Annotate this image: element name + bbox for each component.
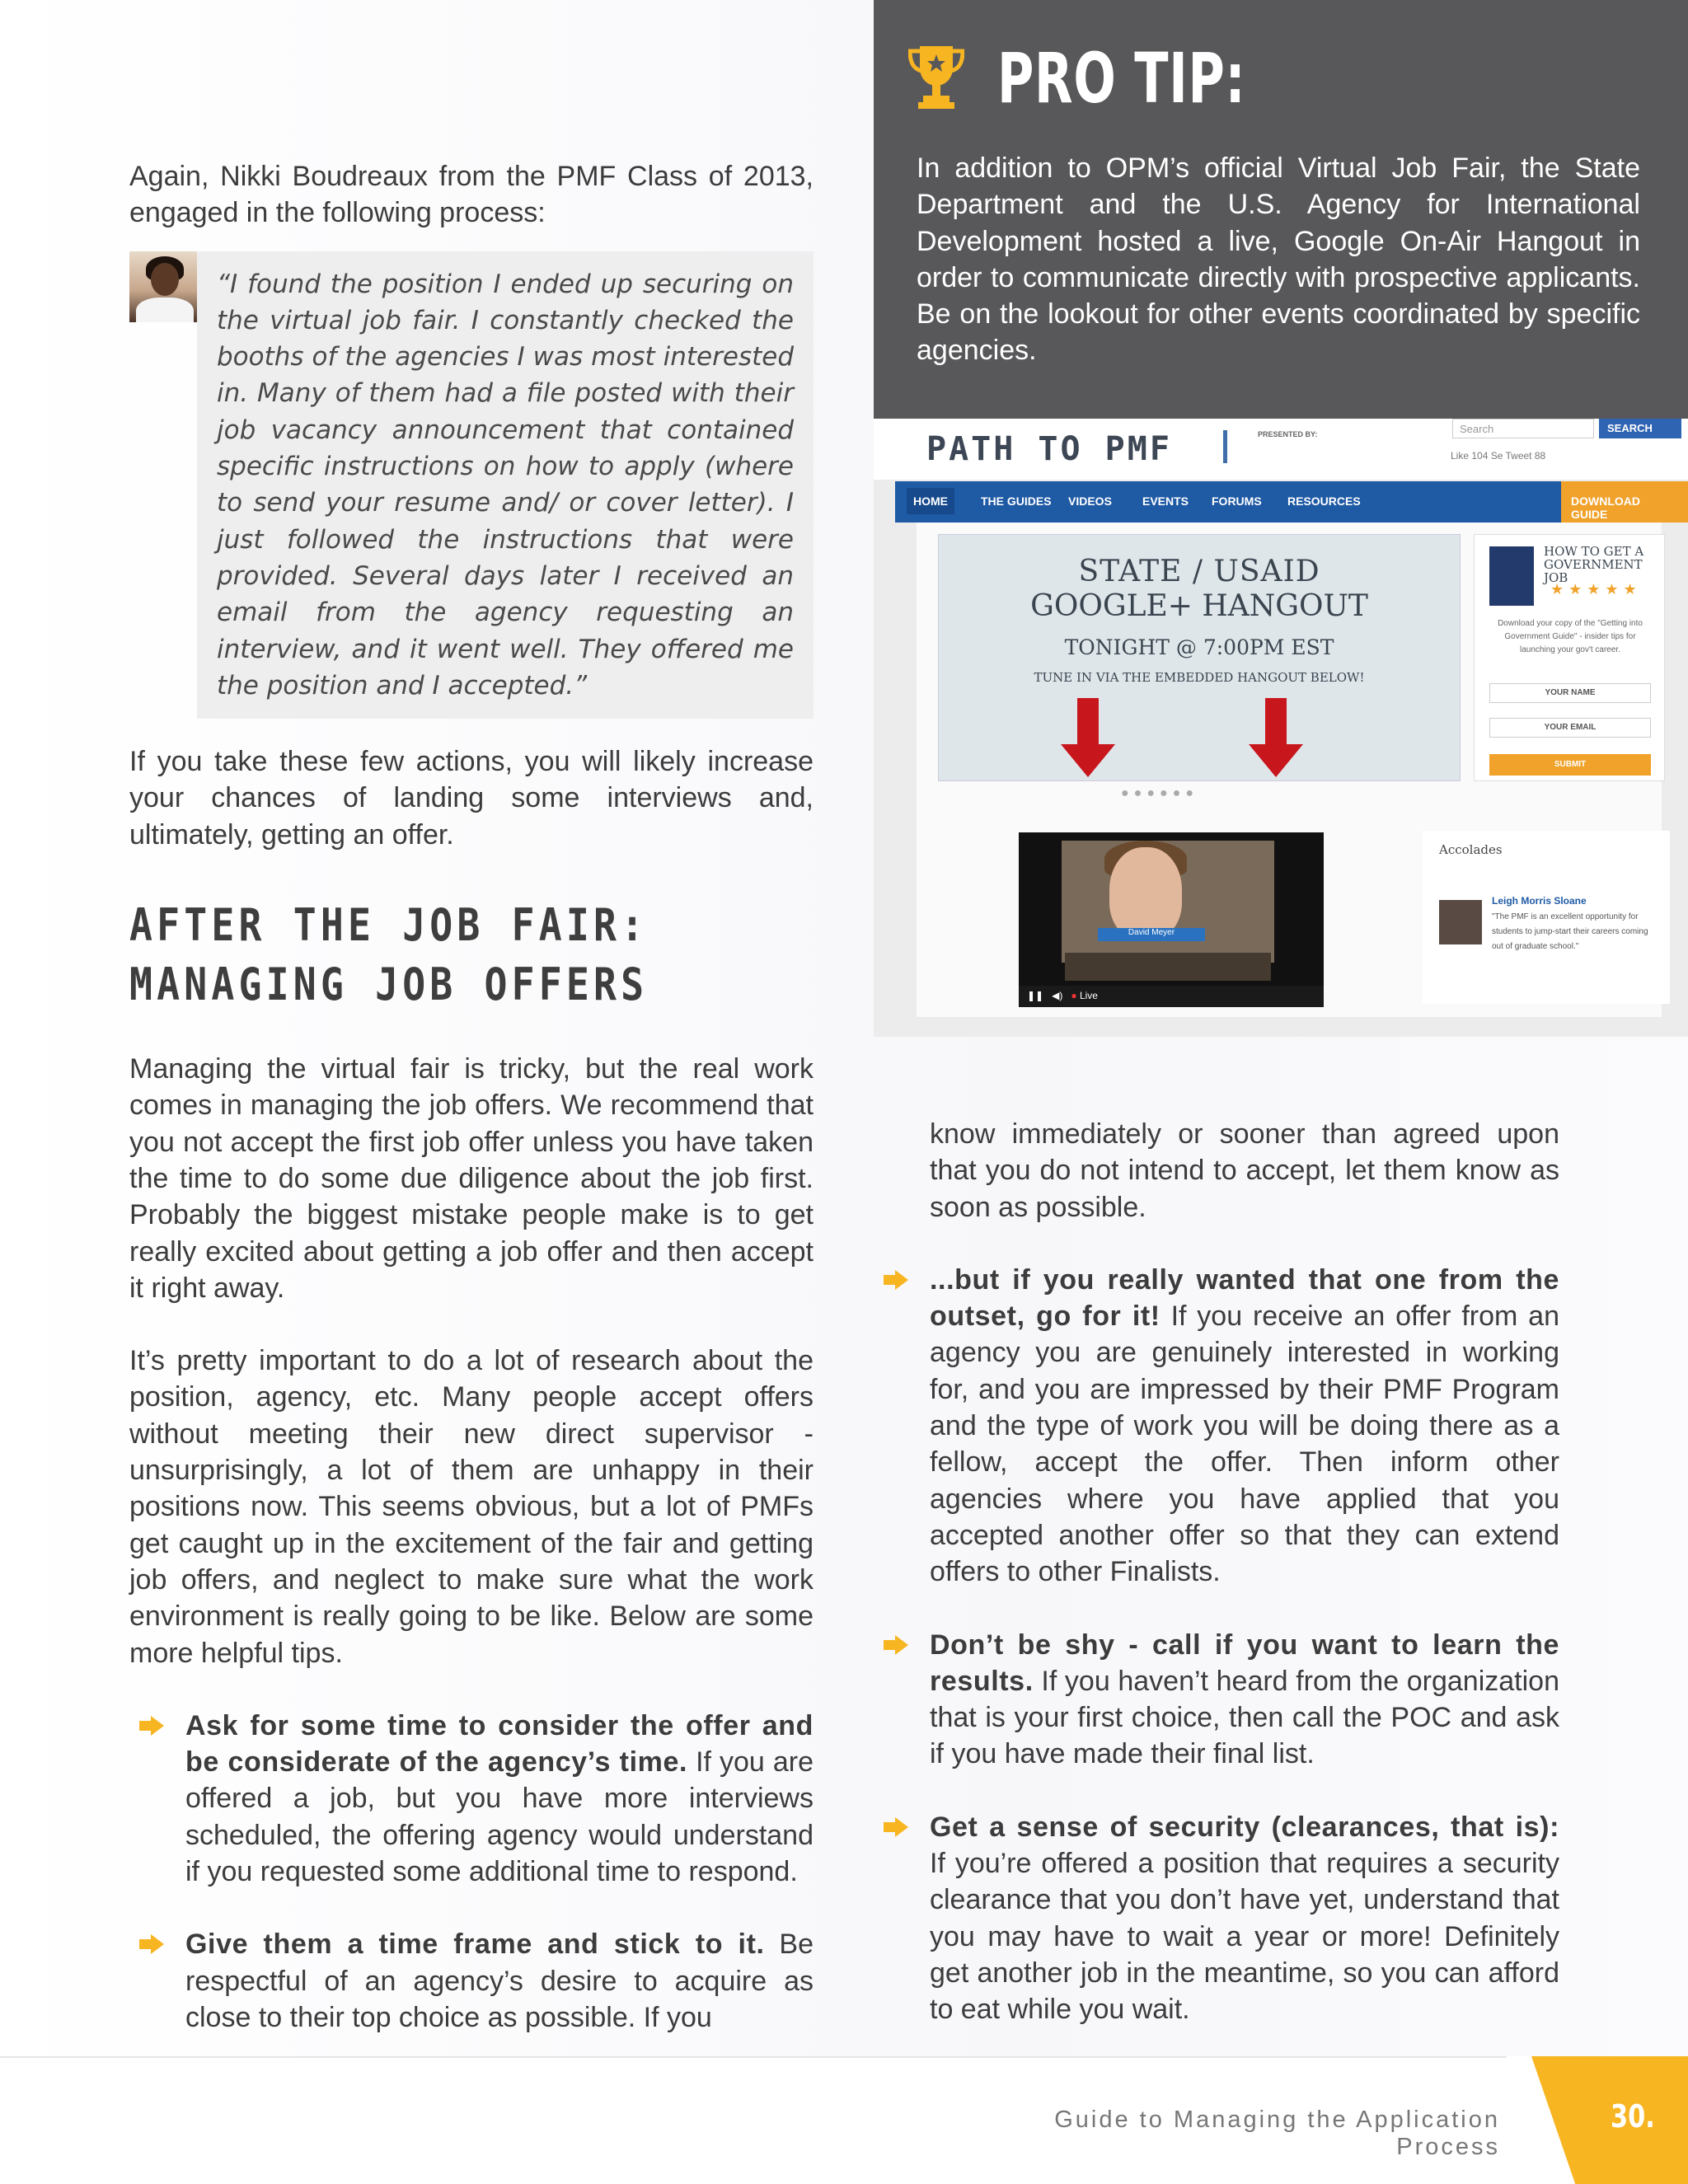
- tip-bold: Ask for some time to consider the offer and be considerate of the agency’s time.: [185, 1709, 814, 1779]
- banner-line-1: STATE / USAID: [1078, 555, 1320, 588]
- site-search-input: Search: [1452, 419, 1594, 438]
- paragraph-research: It’s pretty important to do a lot of research about the position, agency, etc. Many people accept offers without meeting their new direct supervisor - unsurprisingly, a lot of them are unhappy in their positions now. This seems obvious, but a lot of PMFs get caught up in the excitement of the fair and getting job offers, and neglect to make sure what the work environment is really going to be like. Below are some more helpful tips.: [129, 1345, 814, 1669]
- banner-line-3: TONIGHT @ 7:00PM EST: [1064, 635, 1334, 659]
- after-quote-paragraph: If you take these few actions, you will likely increase your chances of landing some interviews and, ultimately, getting an offer.: [129, 746, 814, 851]
- pro-tip-text: In addition to OPM’s official Virtual Job Fair, the State Department and the U.S. Agency for International Development hosted a live, Google On-Air Hangout in order to communicate directly with prospective applicants. Be on the lookout for other events coordinated by specific agencies.: [917, 152, 1640, 367]
- nav-item-home: HOME: [907, 488, 954, 514]
- logo-divider: [1223, 430, 1227, 463]
- intro-paragraph: Again, Nikki Boudreaux from the PMF Class of 2013, engaged in the following process:: [129, 161, 814, 229]
- site-search-button: SEARCH: [1599, 419, 1681, 438]
- tip-item: [129, 1708, 814, 1890]
- arrow-bullet-icon: [884, 1635, 908, 1655]
- page-number-tab: [1531, 2056, 1688, 2184]
- hangout-video: [1019, 832, 1324, 1007]
- arrow-bullet-icon: [884, 1270, 908, 1290]
- arrow-bullet-icon: [884, 1817, 908, 1837]
- rating-stars: ★★★★★: [1550, 581, 1642, 598]
- social-counts: Like 104 Se Tweet 88: [1451, 450, 1546, 462]
- guide-description: Download your copy of the "Getting into Government Guide" - insider tips for launching your gov't career.: [1498, 619, 1643, 654]
- testimonial-avatar: [129, 251, 197, 322]
- footer-divider: [0, 2056, 1507, 2058]
- testimonial-quote: [197, 251, 814, 719]
- continuation-paragraph: know immediately or sooner than agreed upon that you do not intend to accept, let them know as soon as possible.: [930, 1118, 1559, 1223]
- presented-by-label: PRESENTED BY:: [1258, 430, 1318, 438]
- left-column: [129, 158, 814, 2072]
- nav-item-videos: VIDEOS: [1068, 494, 1112, 508]
- hangout-banner: [938, 534, 1461, 781]
- accolades-title: Accolades: [1439, 842, 1503, 857]
- nav-item-guides: THE GUIDES: [981, 494, 1052, 508]
- footer-title: Guide to Managing the Application Process: [1054, 2107, 1500, 2160]
- carousel-dots: ●●●●●●: [1121, 786, 1198, 800]
- tip-item: [930, 1262, 1559, 1591]
- right-column: [930, 1116, 1559, 2064]
- section-heading: AFTER THE JOB FAIR: MANAGING JOB OFFERS: [129, 899, 649, 1011]
- tip-bold: Get a sense of security (clearances, that is):: [930, 1811, 1559, 1843]
- page-number: 30.: [1611, 2098, 1655, 2135]
- down-arrow-icon: [1061, 698, 1115, 777]
- tip-bold: Don’t be shy - call if you want to learn the results.: [930, 1629, 1559, 1697]
- tip-text: If you are offered a job, but you have more interviews scheduled, the offering agency would understand if you requested some additional time to respond.: [185, 1746, 814, 1887]
- tip-text: Be respectful of an agency’s desire to acquire as close to their top choice as possible. If you: [185, 1929, 814, 2033]
- website-screenshot: [874, 419, 1688, 1037]
- submit-button: SUBMIT: [1489, 754, 1651, 776]
- participant-thumbnails: [1065, 953, 1271, 981]
- guide-title: HOW TO GET A GOVERNMENT JOB: [1544, 544, 1644, 585]
- nav-download-guide: DOWNLOAD GUIDE: [1561, 481, 1688, 523]
- tip-text: If you haven’t heard from the organization that is your first choice, then call the POC and ask if you have made their final list.: [930, 1665, 1559, 1770]
- tip-text: If you’re offered a position that requires a security clearance that you don’t have yet, understand that you may have to wait a year or more! Definitely get another job in the meantime, so you can afford to eat while you wait.: [930, 1848, 1559, 2026]
- paragraph-managing: Managing the virtual fair is tricky, but the real work comes in managing the job offers. We recommend that you not accept the first job offer unless you have taken the time to do some due diligence about the job first. Probably the biggest mistake people make is to get really excited about getting a job offer and then accept it right away.: [129, 1053, 814, 1304]
- video-controls: ❚❚ ◀) ● Live: [1019, 986, 1324, 1007]
- accolade-name: Leigh Morris Sloane: [1492, 895, 1587, 907]
- tip-bold: Give them a time frame and stick to it.: [185, 1929, 765, 1961]
- arrow-bullet-icon: [139, 1716, 164, 1736]
- tip-text: If you receive an offer from an agency you are genuinely interested in working for, and you are impressed by their PMF Program and the type of work you will be doing there as a fellow, accept the offer. Then inform other agencies where you have applied that you accepted another offer so that they can extend offers to other Finalists.: [930, 1301, 1559, 1588]
- nav-item-resources: RESOURCES: [1287, 494, 1361, 508]
- banner-line-2: GOOGLE+ HANGOUT: [1030, 589, 1368, 623]
- banner-line-4: TUNE IN VIA THE EMBEDDED HANGOUT BELOW!: [1034, 670, 1365, 685]
- your-name-field: YOUR NAME: [1489, 683, 1651, 703]
- tips-list-right: [930, 1262, 1559, 2028]
- site-logo: PATH TO PMF: [926, 430, 1172, 468]
- site-nav: [895, 481, 1688, 523]
- video-participant-name: David Meyer: [1098, 928, 1205, 941]
- nav-item-events: EVENTS: [1142, 494, 1189, 508]
- tips-list-left: [129, 1708, 814, 2036]
- arrow-bullet-icon: [139, 1934, 164, 1954]
- tip-item: [930, 1809, 1559, 2028]
- guide-book-image: [1489, 546, 1534, 606]
- tip-bold: ...but if you really wanted that one from the outset, go for it!: [930, 1263, 1559, 1333]
- nav-item-forums: FORUMS: [1212, 494, 1262, 508]
- accolade-quote: "The PMF is an excellent opportunity for students to jump-start their careers coming out of graduate school.": [1492, 912, 1648, 951]
- accolade-photo: [1439, 900, 1482, 944]
- trophy-icon: [908, 43, 964, 110]
- live-label: Live: [1079, 990, 1098, 1001]
- quote-text: “I found the position I ended up securing on the virtual job fair. I constantly checked the booths of the agencies I was most interested in. Many of them had a file posted with their job vacancy announcement that contained specific instructions on how to apply (where to send your resume and/ or cover letter). I just followed the instructions that were provided. Several days later I received an email from the agency requesting an interview, and it went well. They offered me the position and I accepted.”: [217, 269, 794, 701]
- tip-item: [129, 1926, 814, 2036]
- pro-tip-title: PRO TIP:: [997, 38, 1246, 119]
- site-header: [874, 419, 1688, 480]
- guide-signup-box: [1474, 534, 1665, 781]
- accolades-box: [1423, 831, 1670, 1004]
- your-email-field: YOUR EMAIL: [1489, 718, 1651, 738]
- tip-item: [930, 1627, 1559, 1773]
- pro-tip-box: [874, 0, 1688, 419]
- down-arrow-icon: [1249, 698, 1303, 777]
